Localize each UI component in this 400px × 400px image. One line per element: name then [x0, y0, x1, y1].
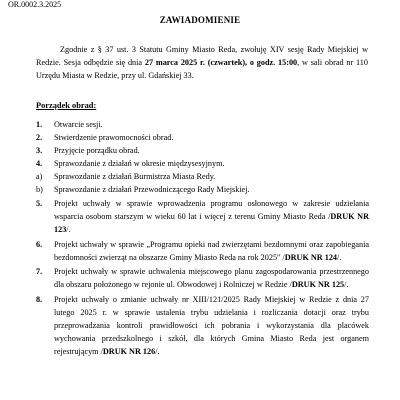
agenda-item-number: 4.	[36, 159, 43, 168]
agenda-item-text: Projekt uchwały w sprawie „Programu opieki nad zwierzętami bezdomnymi oraz zapobiegania bezdomności zwierząt na obszarze Gminy Miasto Reda na rok 2025" /	[54, 239, 369, 262]
agenda-subitem-letter: b)	[36, 185, 43, 194]
agenda-item-number: 2.	[36, 133, 43, 142]
agenda-item-text: Przyjęcie porządku obrad.	[54, 146, 140, 155]
agenda-item-tail: /.	[337, 252, 342, 262]
druk-number: DRUK NR 125	[291, 280, 345, 289]
agenda-item-text: Otwarcie sesji.	[54, 120, 103, 129]
agenda-heading: Porządek obrad:	[36, 101, 97, 110]
document-title: ZAWIADOMIENIE	[159, 15, 241, 25]
agenda-item	[36, 265, 369, 291]
agenda-item	[36, 145, 369, 156]
intro-text-1: Zgodnie z § 37 ust. 3 Statutu Gminy Miasto Reda, zwołuję XIV sesję Rady Miejskiej w Redzie. Sesja odbędzie się dnia	[36, 45, 368, 67]
agenda-item-number: 3.	[36, 146, 43, 155]
agenda-item-tail: /.	[155, 346, 160, 356]
intro-paragraph	[36, 43, 368, 82]
agenda-item-number: 8.	[36, 294, 43, 304]
agenda-list	[36, 119, 369, 359]
druk-number: DRUK NR 124	[284, 252, 338, 262]
agenda-item-number: 7.	[36, 267, 43, 276]
agenda-item-text: Projekt uchwały w sprawie uchwalenia miejscowego planu zagospodarowania przestrzennego dla obszaru położonego w rejonie ul. Obwodowej i Rolniczej w Redzie /	[54, 267, 369, 289]
agenda-item	[36, 238, 369, 264]
agenda-subitem-text: Sprawozdanie z działań Przewodniczącego Rady Miejskiej.	[54, 185, 250, 194]
agenda-item-text: Projekt uchwały o zmianie uchwały nr XIII/121/2025 Rady Miejskiej w Redzie z dnia 27 lutego 2025 r. w sprawie ustalenia trybu udzielania i rozliczania dotacji oraz trybu przeprowadzania kontroli prawidłowości ich pobrania i wykorzystania dla placówek wychowania przedszkolnego i szkół, dla których Gmina Miasto Reda jest organem rejestrującym /	[54, 294, 369, 356]
agenda-item	[36, 293, 369, 358]
agenda-item-text: Sprawozdanie z działań w okresie międzysesyjnym.	[54, 159, 225, 168]
agenda-item-tail: /.	[344, 280, 349, 289]
agenda-item-number: 6.	[36, 239, 43, 249]
agenda-item	[36, 197, 369, 236]
agenda-item	[36, 119, 369, 130]
druk-number: DRUK NR 123	[54, 212, 369, 234]
agenda-item	[36, 132, 369, 143]
agenda-item-tail: /.	[66, 225, 71, 234]
agenda-item-text: Projekt uchwały w sprawie wprowadzenia programu osłonowego w zakresie udzielania wsparcia osobom starszym w wieku 60 lat i więcej z terenu Gminy Miasto Reda /	[54, 199, 369, 221]
intro-date-bold: 27 marca 2025 r. (czwartek), o godz. 15:00	[144, 58, 298, 67]
agenda-item-number: 5.	[36, 199, 43, 208]
druk-number: DRUK NR 126	[102, 346, 156, 356]
agenda-subitem	[36, 171, 369, 182]
agenda-subitem	[36, 184, 369, 195]
intro-text-2: , w sali obrad nr 110 Urzędu Miasta w Redzie, przy ul. Gdańskiej 33.	[36, 58, 368, 80]
agenda-subitem-text: Sprawozdanie z działań Burmistrza Miasta Redy.	[54, 172, 216, 181]
agenda-item-number: 1.	[36, 120, 43, 129]
agenda-item-text: Stwierdzenie prawomocności obrad.	[54, 133, 174, 142]
document-reference: OR.0002.3.2025	[8, 0, 62, 9]
agenda-item	[36, 158, 369, 169]
agenda-subitem-letter: a)	[36, 172, 43, 181]
